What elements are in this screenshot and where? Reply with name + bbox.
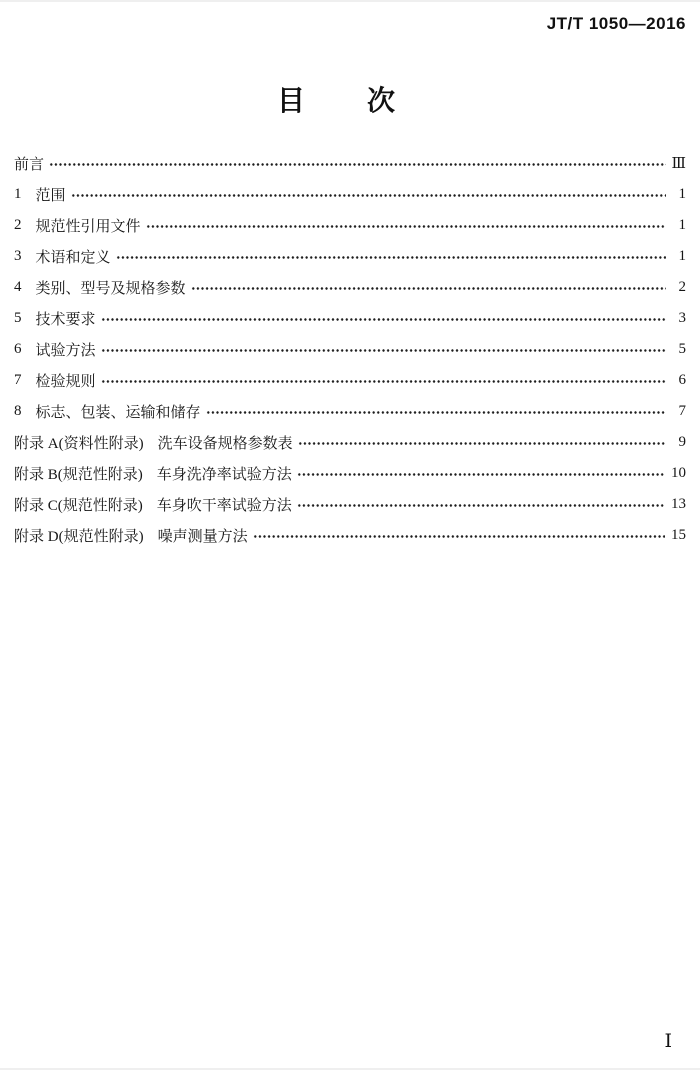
toc-entry-number: 附录 A(资料性附录) [14,436,144,452]
toc-entry [14,458,686,489]
toc-entry-label: 规范性引用文件 [35,219,141,235]
scan-edge [0,0,700,2]
toc-entry-label: 范围 [35,188,66,204]
toc-entry-page: 3 [678,310,686,326]
dot-leader [101,365,666,396]
toc-entry-page: 7 [678,403,686,419]
toc-entry-number: 1 [14,186,22,202]
toc-entry-number: 附录 D(规范性附录) [14,529,144,545]
toc-entry-number: 6 [14,341,22,357]
dot-leader [116,241,666,272]
toc-entry-page: 9 [678,434,686,450]
toc-entry-label: 车身吹干率试验方法 [156,498,292,514]
toc-entry [14,179,686,210]
toc-entry-page: 15 [671,527,686,543]
toc-entry-number: 4 [14,279,22,295]
footer-page-number: Ⅰ [664,1031,672,1052]
dot-leader [297,489,665,520]
toc-entry [14,148,686,179]
toc-entry [14,489,686,520]
toc-entry-label: 检验规则 [35,374,96,390]
toc-entry-number: 8 [14,403,22,419]
toc-entry-number: 5 [14,310,22,326]
toc-entry-page: 1 [678,186,686,202]
toc-entry [14,396,686,427]
toc-entry-page: 1 [678,217,686,233]
toc-entry [14,210,686,241]
toc-entry-label: 车身洗净率试验方法 [156,467,292,483]
toc-entry-number: 3 [14,248,22,264]
toc-entry-page: 13 [671,496,686,512]
toc-entry-number: 2 [14,217,22,233]
dot-leader [101,334,666,365]
toc-entry-page: 2 [678,279,686,295]
toc-entry-label: 标志、包装、运输和储存 [35,405,201,421]
standard-number: JT/T 1050—2016 [546,14,686,33]
toc-entry-label: 试验方法 [35,343,96,359]
dot-leader [191,272,666,303]
toc-entry [14,334,686,365]
toc-entry-label: 术语和定义 [35,250,111,266]
dot-leader [297,458,665,489]
toc-entry-page: 6 [678,372,686,388]
dot-leader [146,210,666,241]
toc-entry-label: 噪声测量方法 [157,529,248,545]
toc-entry [14,520,686,551]
toc-entry-label: 前言 [14,157,45,173]
toc-entry-number: 附录 C(规范性附录) [14,498,143,514]
toc-entry [14,303,686,334]
toc-entry-page: 10 [671,465,686,481]
toc-entry-label: 洗车设备规格参数表 [157,436,293,452]
page-title: 目 次 [276,85,397,116]
dot-leader [101,303,666,334]
toc-entry-page: Ⅲ [671,156,686,172]
dot-leader [206,396,666,427]
toc-entry-page: 5 [678,341,686,357]
toc-entry-number: 7 [14,372,22,388]
dot-leader [49,148,666,179]
toc-entry [14,241,686,272]
dot-leader [71,179,666,210]
toc-entry [14,272,686,303]
dot-leader [298,427,666,458]
toc-entry-label: 类别、型号及规格参数 [35,281,186,297]
toc-entry [14,365,686,396]
toc-entry-page: 1 [678,248,686,264]
dot-leader [253,520,665,551]
toc-entry-number: 附录 B(规范性附录) [14,467,143,483]
toc-entry [14,427,686,458]
toc-entry-label: 技术要求 [35,312,96,328]
toc-list [14,148,686,551]
